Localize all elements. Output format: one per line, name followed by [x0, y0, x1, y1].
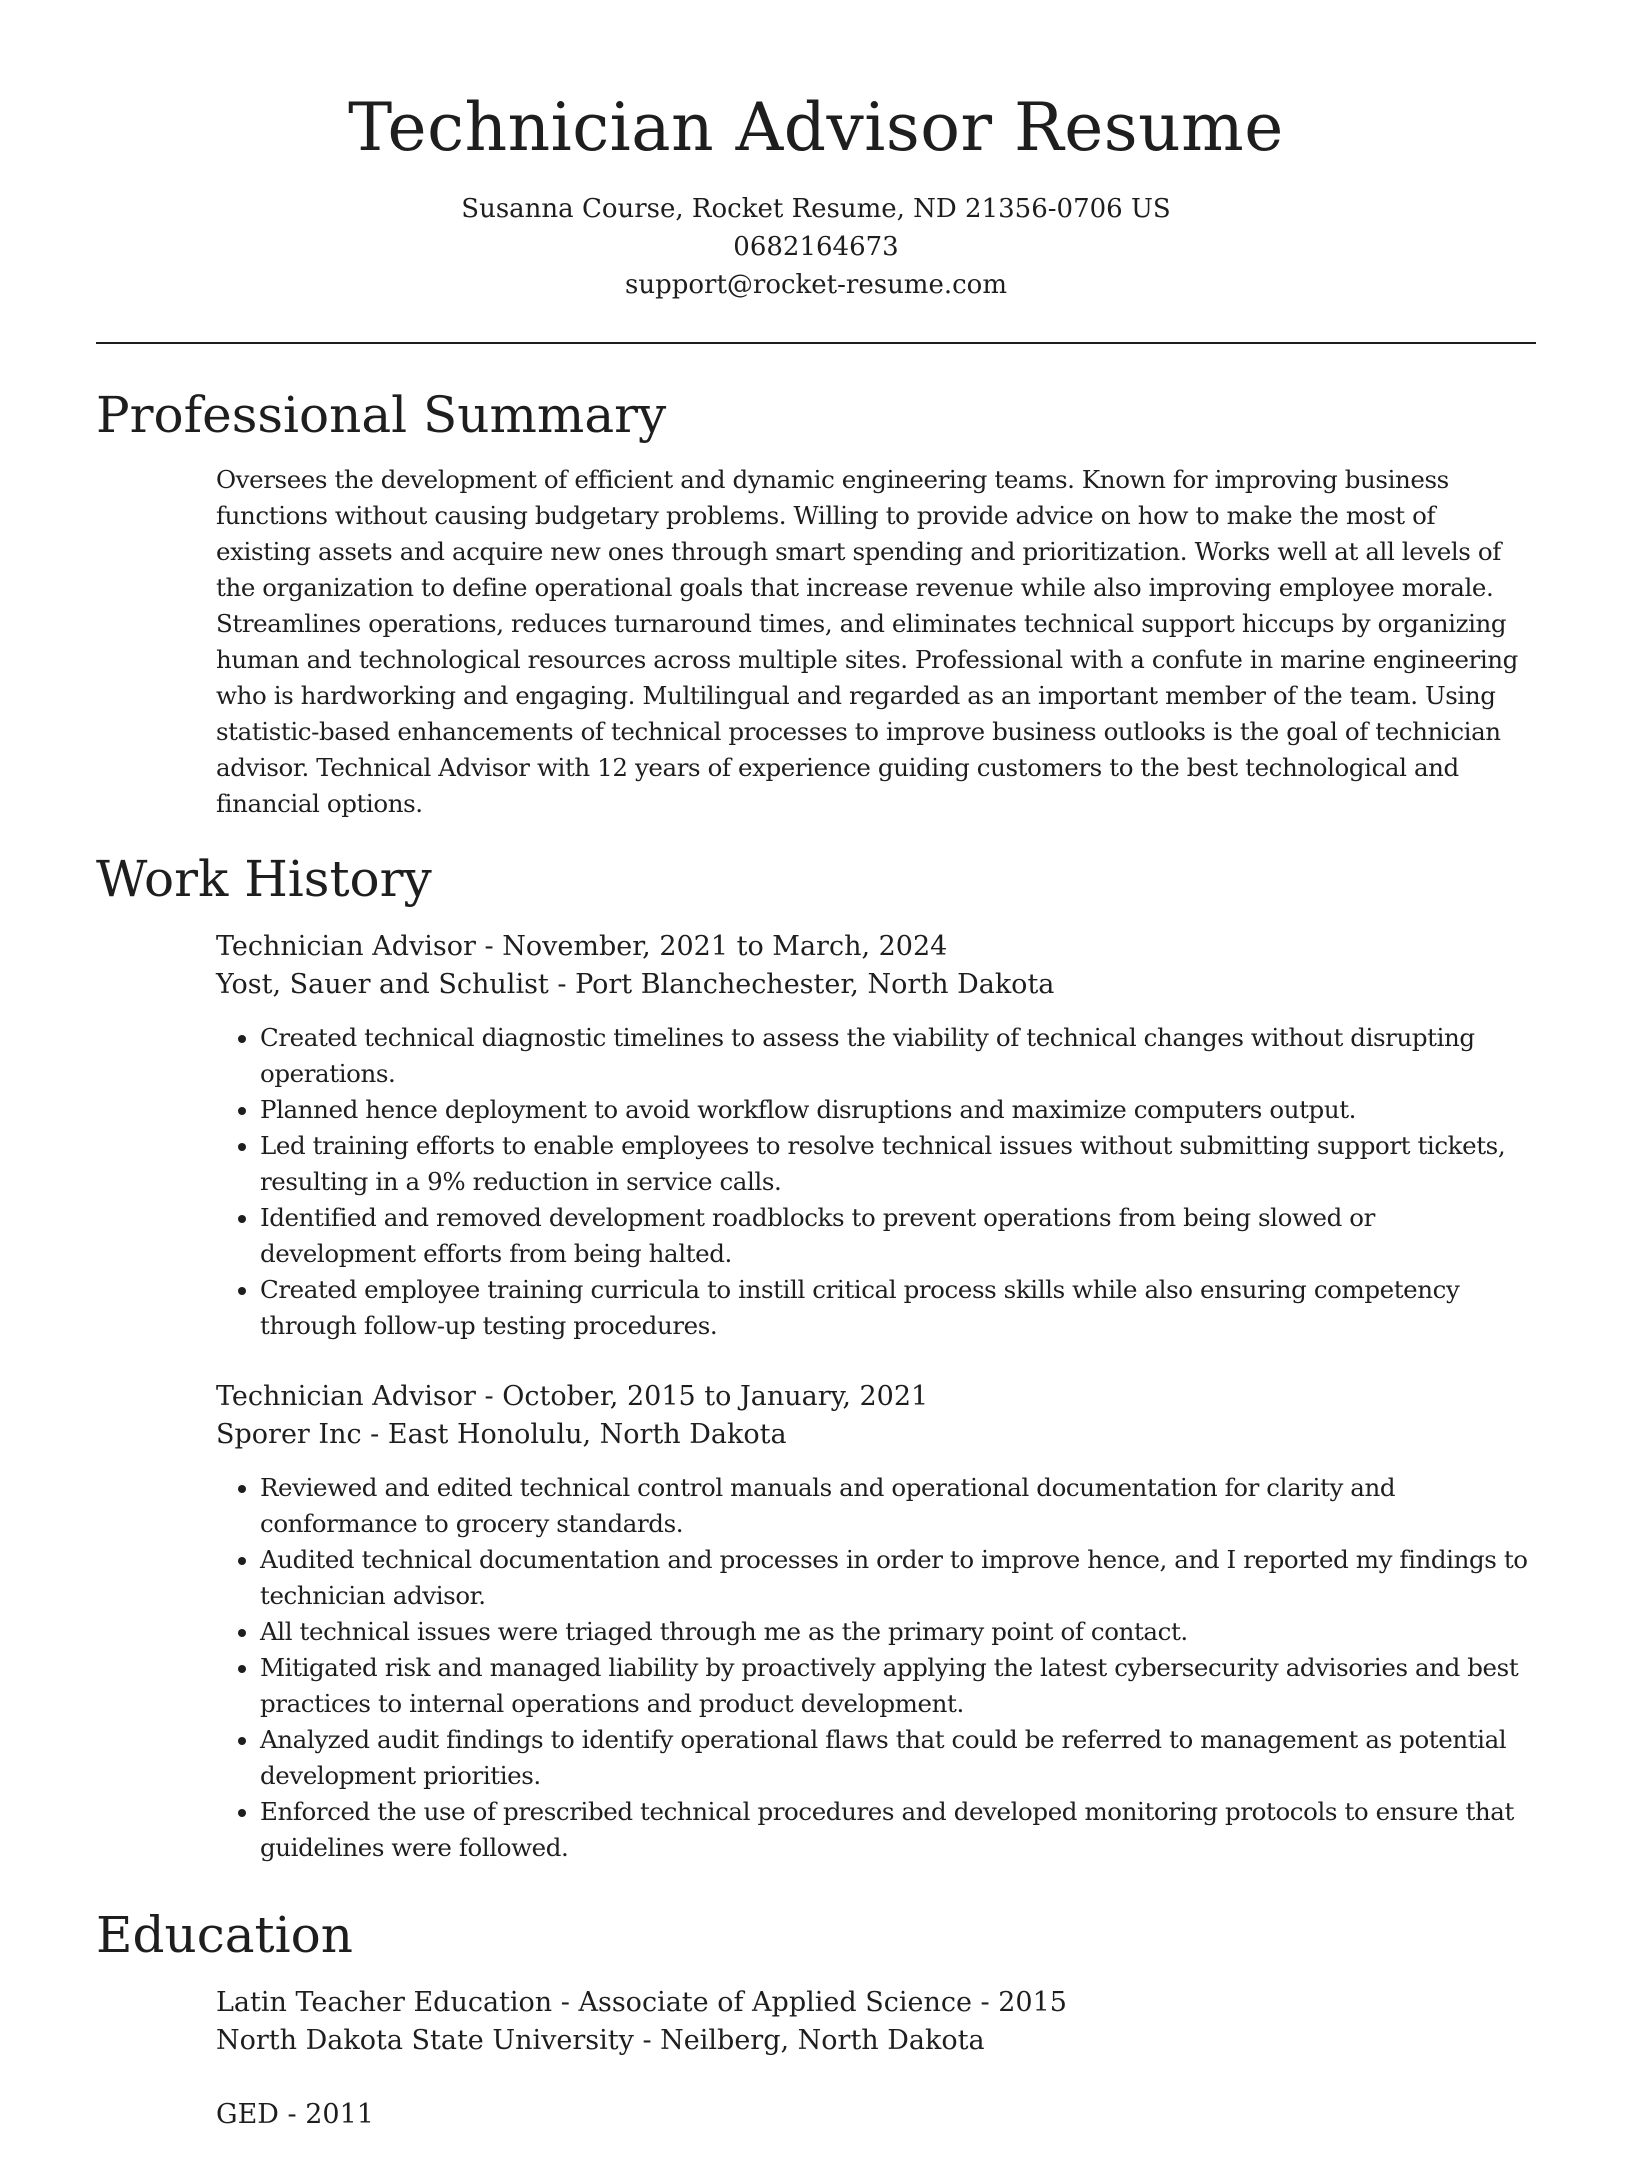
job-company: Yost, Sauer and Schulist [216, 969, 549, 1000]
education-program: GED [216, 2099, 279, 2130]
resume-title: Technician Advisor Resume [348, 89, 1284, 166]
contact-info [0, 190, 1632, 304]
education-school: North Dakota State University [216, 2025, 634, 2056]
resume-body [96, 380, 1536, 2170]
resume-header [0, 0, 1632, 304]
education-heading: Education [96, 1906, 353, 1964]
job-location: - Port Blanchechester, North Dakota [548, 969, 1055, 1000]
contact-address: Susanna Course, Rocket Resume, ND 21356-0706 US [461, 194, 1171, 224]
job-company-line [216, 1416, 1536, 1454]
job-bullet: • Planned hence deployment to avoid workflow disruptions and maximize computers output. [260, 1092, 1536, 1128]
education-entry [96, 1984, 1536, 2060]
job-bullet: • Created technical diagnostic timelines to assess the viability of technical changes without disrupting operations. [260, 1020, 1536, 1092]
job-bullet: • Identified and removed development roadblocks to prevent operations from being slowed or development efforts from being halted. [260, 1200, 1536, 1272]
job-company: Sporer Inc [216, 1419, 362, 1450]
job-title-line [216, 928, 1536, 966]
job-bullet: • Mitigated risk and managed liability by proactively applying the latest cybersecurity advisories and best practices to internal operations and product development. [260, 1650, 1536, 1722]
job-bullet: • Created employee training curricula to instill critical process skills while also ensuring competency through follow-up testing procedures. [260, 1272, 1536, 1344]
job-company-line [216, 966, 1536, 1004]
job-location: - East Honolulu, North Dakota [361, 1419, 787, 1450]
education-program-line [216, 2096, 1536, 2134]
job-bullet: • All technical issues were triaged through me as the primary point of contact. [260, 1614, 1536, 1650]
work-history-heading: Work History [96, 850, 432, 908]
job-bullet: • Reviewed and edited technical control manuals and operational documentation for clarity and conformance to grocery standards. [260, 1470, 1536, 1542]
job-title: Technician Advisor [216, 1381, 476, 1412]
contact-phone: 0682164673 [733, 232, 899, 262]
work-history-section [96, 844, 1536, 1866]
summary-text: Oversees the development of efficient and dynamic engineering teams. Known for improving business functions without causing budgetary problems. Willing to provide advice on how to make the most of existing assets and acquire new ones through smart spending and prioritization. Works well at all levels of the organization to define operational goals that increase revenue while also improving employee morale. Streamlines operations, reduces turnaround times, and eliminates technical support hiccups by organizing human and technological resources across multiple sites. Professional with a confute in marine engineering who is hardworking and engaging. Multilingual and regarded as an important member of the team. Using statistic-based enhancements of technical processes to improve business outlooks is the goal of technician advisor. Technical Advisor with 12 years of experience guiding customers to the best technological and financial options. [216, 465, 1518, 818]
education-location: - Neilberg, North Dakota [633, 2025, 985, 2056]
education-details: - Associate of Applied Science - 2015 [552, 1987, 1067, 2018]
summary-section [96, 380, 1536, 822]
job-bullet: • Analyzed audit findings to identify operational flaws that could be referred to management as potential development priorities. [260, 1722, 1536, 1794]
education-program-line [216, 1984, 1536, 2022]
job-dates: - October, 2015 to January, 2021 [475, 1381, 929, 1412]
education-entry [96, 2096, 1536, 2134]
education-program: Latin Teacher Education [216, 1987, 553, 2018]
education-section [96, 1900, 1536, 2134]
contact-email: support@rocket-resume.com [624, 270, 1007, 300]
job-dates: - November, 2021 to March, 2024 [475, 931, 948, 962]
job-bullets [216, 1020, 1536, 1344]
job-entry [96, 928, 1536, 1344]
job-bullet: • Audited technical documentation and processes in order to improve hence, and I reported my findings to technician advisor. [260, 1542, 1536, 1614]
education-school-line [216, 2022, 1536, 2060]
education-details: - 2011 [278, 2099, 374, 2130]
job-bullet: • Led training efforts to enable employees to resolve technical issues without submitting support tickets, resulting in a 9% reduction in service calls. [260, 1128, 1536, 1200]
job-bullet: • Enforced the use of prescribed technical procedures and developed monitoring protocols to ensure that guidelines were followed. [260, 1794, 1536, 1866]
job-title: Technician Advisor [216, 931, 476, 962]
job-title-line [216, 1378, 1536, 1416]
header-divider [96, 342, 1536, 344]
job-entry [96, 1378, 1536, 1866]
summary-heading: Professional Summary [96, 386, 667, 444]
job-bullets [216, 1470, 1536, 1866]
